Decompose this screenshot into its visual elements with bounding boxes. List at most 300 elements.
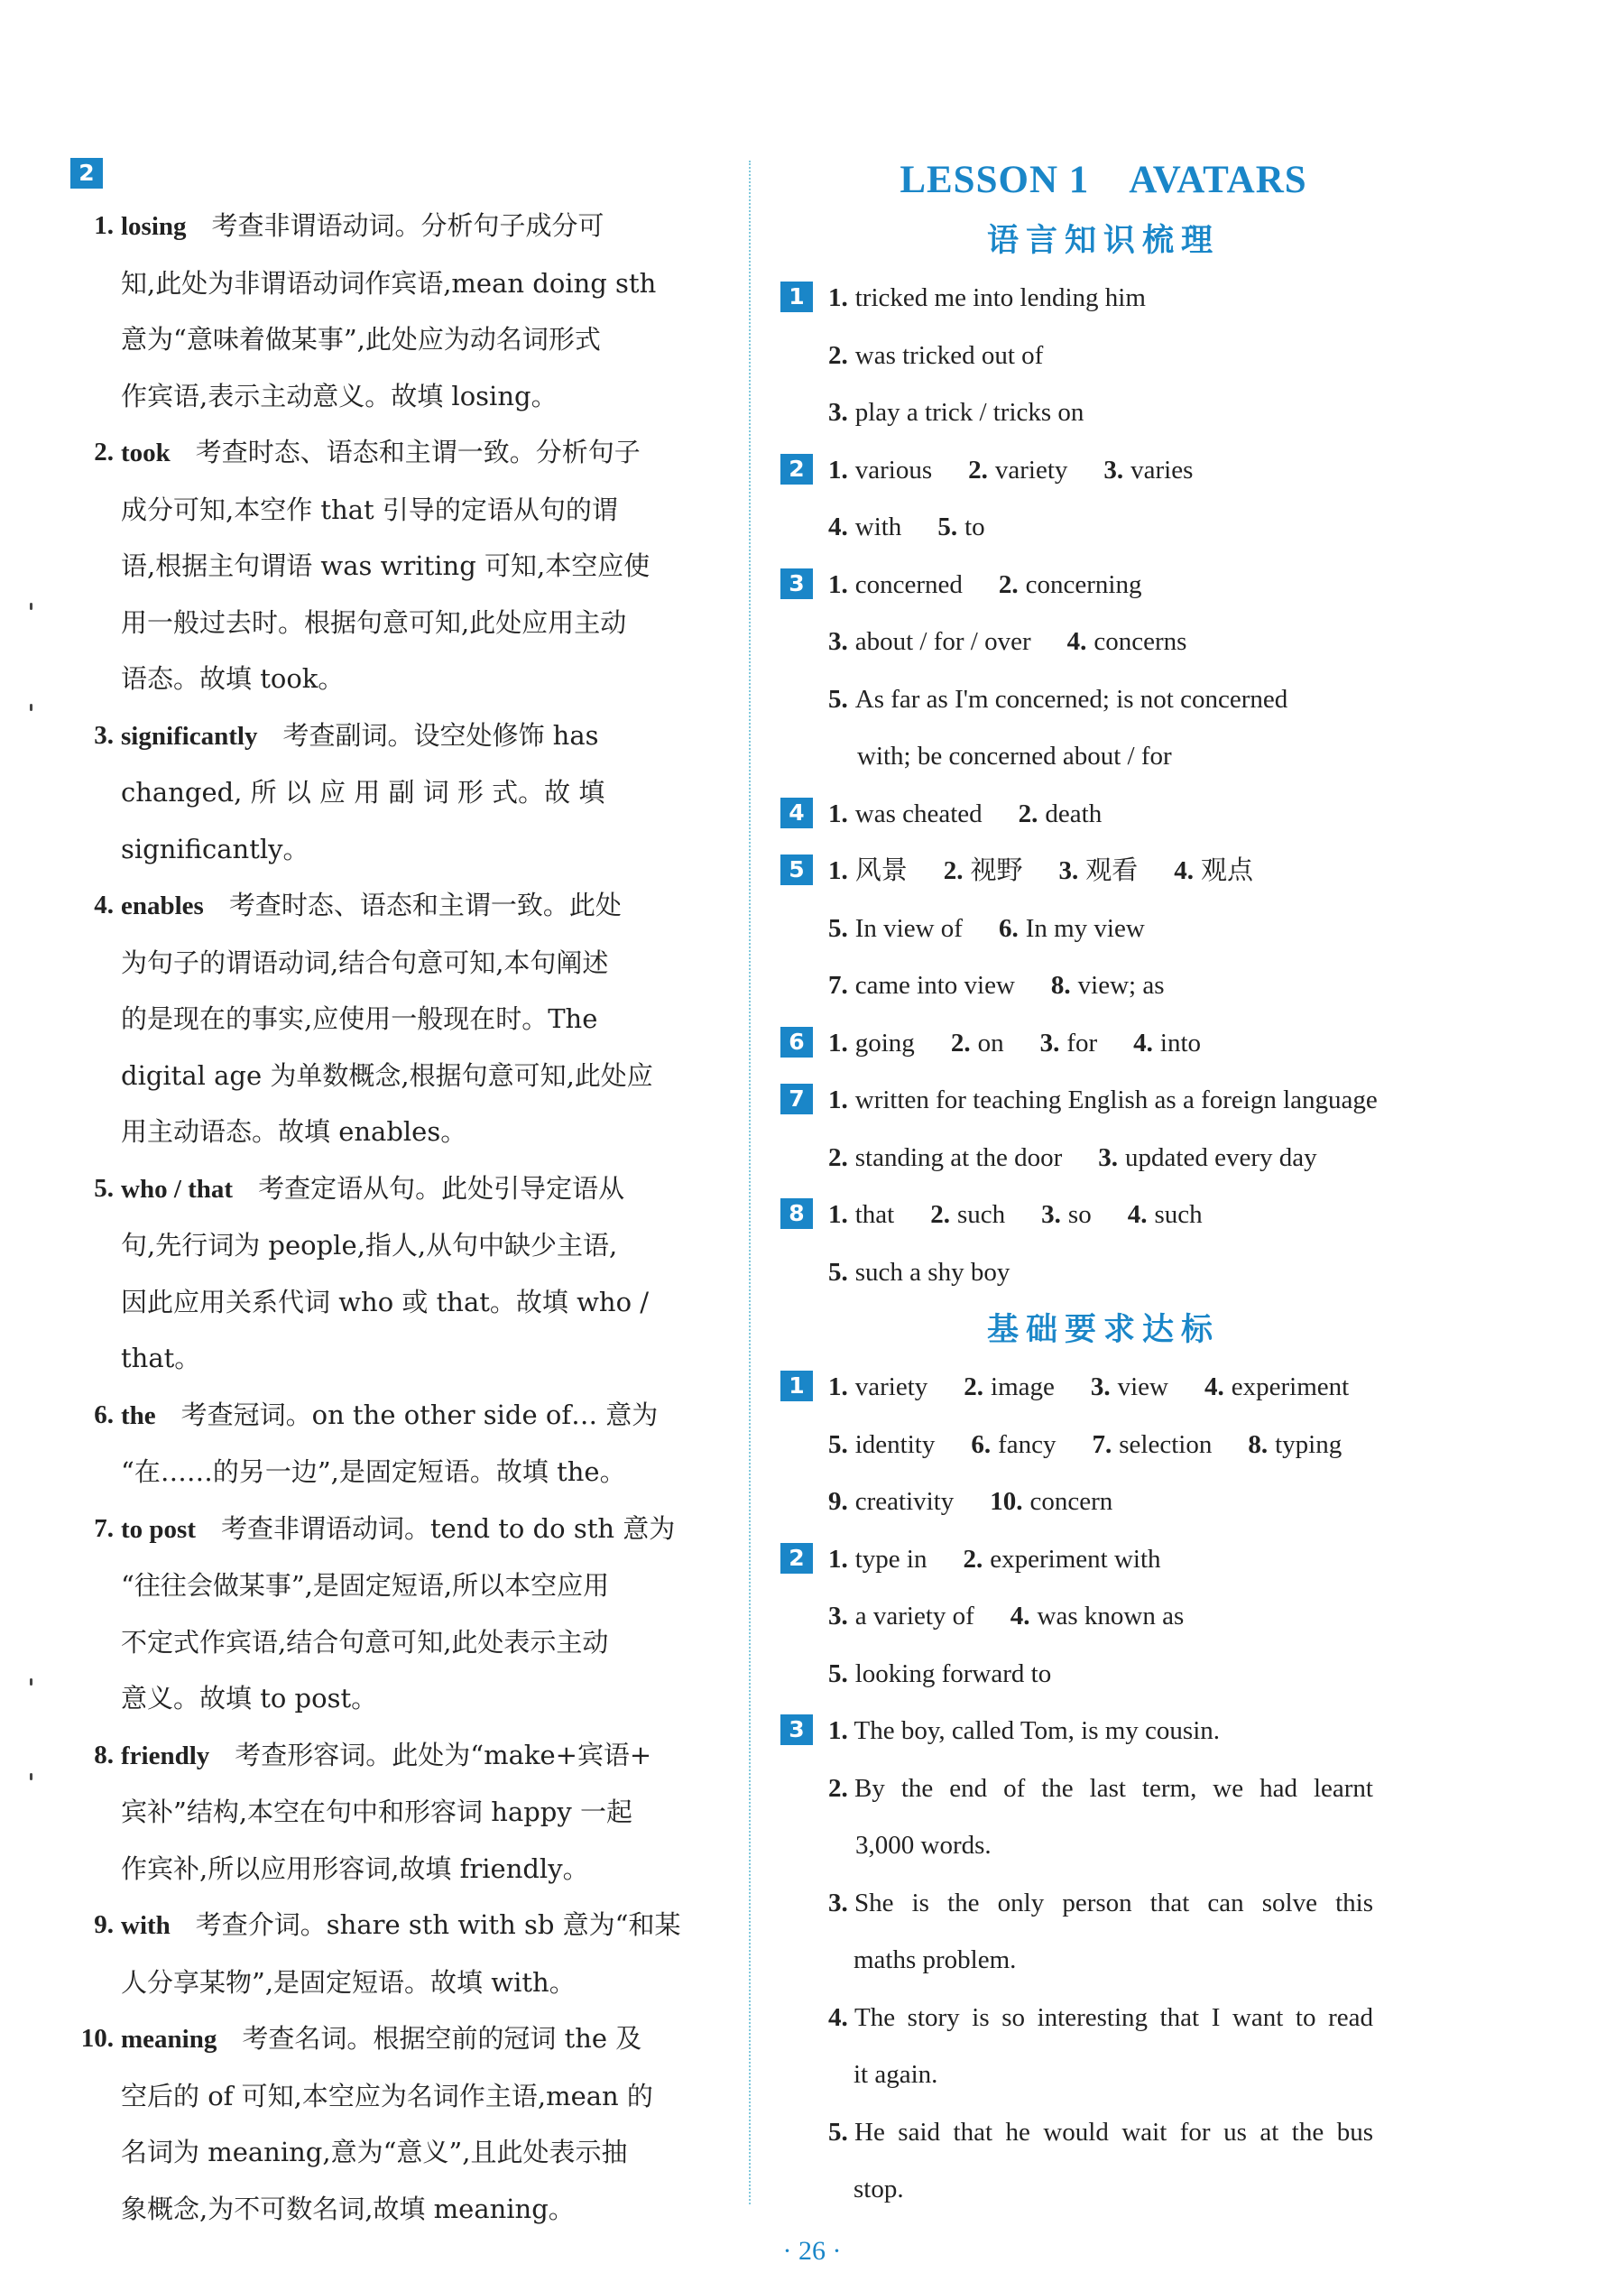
answer-item: [971, 1417, 1056, 1474]
item-number: 1.: [828, 856, 848, 885]
answer-item: [828, 1646, 1051, 1704]
item-number: 1.: [828, 1716, 848, 1745]
answer-word: the: [121, 1400, 156, 1430]
answer-line: [774, 786, 1433, 844]
explanation-line: [69, 821, 727, 878]
left-column: [69, 158, 727, 2237]
answer-line: [774, 1359, 1433, 1417]
item-number: 1.: [828, 283, 848, 312]
item-number: [69, 1048, 114, 1104]
explanation-segment: 名词为 meaning,意为“意义”,且此处表示抽: [121, 2137, 628, 2167]
item-number: [69, 764, 114, 821]
explanation-segment: 考查形容词。此处为“make+宾语+: [235, 1739, 652, 1770]
explanation-segment: 作宾补,所以应用形容词,故填 friendly。: [121, 1852, 589, 1884]
scan-mark: [30, 603, 32, 610]
answer-item: [828, 1417, 935, 1474]
lesson-number: LESSON 1: [900, 159, 1090, 201]
explanation-segment: 用一般过去时。根据句意可知,此处应用主动: [121, 606, 627, 638]
item-number: 2.: [930, 1200, 950, 1229]
item-number: 2.: [828, 340, 848, 370]
item-number: 4.: [1010, 1602, 1030, 1630]
explanation-text: [121, 2124, 707, 2181]
explanation-line: [69, 1444, 727, 1501]
answer-item: [968, 442, 1067, 500]
item-number: 1.: [828, 1085, 848, 1114]
answer-text: was known as: [1037, 1602, 1185, 1630]
answer-text: looking forward to: [854, 1658, 1052, 1688]
explanation-text: [121, 2181, 707, 2238]
item-number: 2.: [950, 1028, 971, 1058]
answer-item: [964, 1531, 1161, 1589]
explanation-line: [69, 538, 727, 595]
answer-line: [774, 843, 1433, 901]
item-number: [69, 2068, 114, 2125]
item-number: 4.: [94, 891, 114, 919]
group-badge: 5: [780, 855, 813, 885]
answer-line: [774, 499, 1433, 557]
item-number: 9.: [94, 1910, 114, 1939]
item-number: 3.: [828, 1888, 848, 1917]
group-badge: 2: [780, 454, 813, 485]
item-number: [69, 1330, 114, 1387]
explanation-line: [69, 1670, 727, 1727]
explanation-line: [69, 1727, 727, 1785]
scan-mark: [30, 1678, 32, 1686]
explanation-text: [121, 1727, 707, 1785]
explanation-line: [69, 2181, 727, 2238]
explanation-line: [69, 1614, 727, 1671]
group-badge: 8: [780, 1198, 813, 1229]
explanation-line: [69, 368, 727, 425]
answer-line: [774, 957, 1433, 1015]
explanation-line: [69, 651, 727, 707]
answer-word: meaning: [121, 2025, 217, 2054]
explanation-text: [121, 255, 707, 312]
answer-text: about / for / over: [854, 627, 1031, 656]
item-number: 3.: [1103, 455, 1124, 485]
answer-item: [999, 901, 1145, 958]
item-number: [69, 1274, 114, 1331]
item-number: [69, 1614, 114, 1671]
item-number: 2.: [828, 1142, 848, 1172]
answer-text: experiment: [1231, 1372, 1350, 1401]
answer-word: to post: [121, 1514, 196, 1544]
answer-item: [828, 1130, 1062, 1187]
answer-text: 3,000 words.: [855, 1831, 992, 1860]
item-number: 2.: [943, 856, 964, 885]
answer-text: various: [854, 455, 933, 485]
answer-group: [774, 270, 1433, 442]
item-number: [69, 991, 114, 1048]
answer-item: [1040, 1015, 1098, 1073]
answer-text: concerns: [1093, 627, 1187, 656]
answer-text: with: [854, 513, 902, 541]
answer-text: typing: [1275, 1429, 1343, 1459]
answer-text: was cheated: [854, 799, 983, 828]
explanation-line: [69, 311, 727, 368]
explanation-line: [69, 877, 727, 935]
explanation-segment: 考查非谓语动词。tend to do sth 意为: [220, 1512, 676, 1544]
item-number: 1.: [828, 1028, 848, 1058]
answer-line: [774, 614, 1433, 671]
answer-item: [828, 384, 1084, 442]
item-number: [69, 1217, 114, 1274]
explanation-text: [121, 1897, 707, 1954]
knowledge-answers: [774, 270, 1433, 1301]
explanation-line: [69, 764, 727, 821]
item-number: [69, 1784, 114, 1841]
explanation-line: [69, 424, 727, 482]
lesson-name: AVATARS: [1129, 159, 1307, 201]
answer-text: standing at the door: [854, 1142, 1063, 1172]
answer-item: [828, 328, 1043, 385]
item-number: [69, 1557, 114, 1614]
explanation-segment: 语,根据主句谓语 was writing 可知,本空应使: [121, 550, 651, 581]
answer-text: fancy: [998, 1429, 1057, 1459]
page-number: · 26 ·: [782, 2236, 842, 2266]
item-number: 2.: [828, 1773, 848, 1803]
answer-item: [1019, 786, 1103, 844]
explanation-segment: 因此应用关系代词 who 或 that。故填 who /: [121, 1286, 650, 1317]
answer-item: [1103, 442, 1193, 500]
explanation-line: [69, 1954, 727, 2011]
item-number: 1.: [828, 1372, 848, 1401]
explanation-line: [69, 2068, 727, 2125]
answer-text: type in: [854, 1544, 927, 1574]
explanation-segment: 考查时态、语态和主谓一致。此处: [228, 890, 622, 920]
group-badge: 4: [780, 798, 813, 828]
explanation-segment: 成分可知,本空作 that 引导的定语从句的谓: [121, 494, 618, 525]
answer-text: variety: [994, 455, 1068, 485]
group-badge: 3: [780, 1714, 813, 1745]
answer-line: [774, 384, 1433, 442]
group-badge: 2: [780, 1543, 813, 1574]
item-number: 3.: [828, 398, 848, 427]
answer-item: [1128, 1187, 1203, 1244]
answer-item: [828, 957, 1015, 1015]
item-number: 1.: [828, 1200, 848, 1229]
explanation-segment: 考查非谓语动词。分析句子成分可: [211, 210, 604, 241]
answer-text: going: [854, 1028, 915, 1058]
item-number: 5.: [828, 1658, 848, 1688]
answer-item: [1091, 1359, 1168, 1417]
explanation-line: [69, 1274, 727, 1331]
item-number: [69, 1841, 114, 1898]
explanation-line: [69, 595, 727, 651]
answer-text: experiment with: [990, 1544, 1161, 1574]
explanation-segment: 作宾语,表示主动意义。故填 losing。: [121, 380, 558, 411]
answer-text: that: [854, 1200, 895, 1229]
item-number: [69, 311, 114, 368]
explanation-segment: “在……的另一边”,是固定短语。故填 the。: [121, 1456, 626, 1487]
answer-group: [774, 1187, 1433, 1301]
explanation-segment: 宾补”结构,本空在句中和形容词 happy 一起: [121, 1797, 632, 1827]
item-number: 2.: [998, 569, 1019, 599]
answer-item: [828, 671, 1287, 729]
answer-line: [774, 1072, 1433, 1130]
answer-text: As far as I'm concerned; is not concerned: [854, 684, 1288, 714]
item-number: [69, 1104, 114, 1160]
answer-group: [774, 1072, 1433, 1187]
item-number: 7.: [828, 971, 848, 1000]
explanation-line: [69, 1160, 727, 1218]
item-number: 2.: [964, 1372, 984, 1401]
explanation-text: [121, 651, 707, 707]
answer-text: image: [991, 1372, 1055, 1401]
explanation-text: [121, 2010, 707, 2068]
answer-item: [828, 1015, 915, 1073]
item-number: 5.: [828, 913, 848, 943]
item-number: 1.: [828, 455, 848, 485]
explanation-text: [121, 1387, 707, 1445]
explanation-text: [121, 1217, 707, 1274]
answer-line: [774, 2046, 1433, 2104]
answer-line: [774, 1646, 1433, 1704]
answer-text: 观看: [1085, 856, 1139, 885]
item-number: 4.: [828, 2002, 848, 2032]
answer-text: concerned: [854, 569, 963, 599]
answer-text: The boy, called Tom, is my cousin.: [854, 1716, 1221, 1745]
explanation-line: [69, 482, 727, 539]
answer-item: [828, 1244, 1010, 1302]
explanation-text: [121, 482, 707, 539]
answer-text: By the end of the last term, we had learnt: [854, 1773, 1373, 1803]
answer-text: 风景: [854, 856, 908, 885]
explanation-segment: 考查名词。根据空前的冠词 the 及: [242, 2023, 642, 2054]
answer-item: [1093, 1417, 1213, 1474]
item-number: [69, 1954, 114, 2011]
group-badge: 1: [780, 282, 813, 312]
answer-item: [828, 1588, 974, 1646]
answer-line: [774, 901, 1433, 958]
item-number: [69, 538, 114, 595]
answer-text: tricked me into lending him: [854, 283, 1146, 312]
explanation-text: [121, 1954, 707, 2011]
explanation-text: [121, 1330, 707, 1387]
explanation-text: [121, 368, 707, 425]
explanation-segment: 知,此处为非谓语动词作宾语,mean doing sth: [121, 267, 657, 299]
answer-text: 观点: [1201, 856, 1254, 885]
answer-line: [774, 1244, 1433, 1302]
answer-line: [774, 328, 1433, 385]
answer-item: [1248, 1417, 1342, 1474]
answer-group: [774, 1703, 1433, 2219]
item-number: 4.: [1204, 1372, 1224, 1401]
item-number: 4.: [1174, 856, 1195, 885]
item-number: 4.: [1127, 1200, 1148, 1229]
explanation-segment: 象概念,为不可数名词,故填 meaning。: [121, 2193, 575, 2224]
answer-text: death: [1045, 799, 1103, 828]
explanation-text: [121, 1104, 707, 1160]
explanation-line: [69, 1784, 727, 1841]
item-number: 6.: [998, 913, 1019, 943]
explanation-segment: 考查副词。设空处修饰 has: [282, 719, 599, 751]
answer-word: who / that: [121, 1174, 234, 1204]
item-number: [69, 595, 114, 651]
answer-item: [1204, 1359, 1349, 1417]
answer-item: [828, 901, 963, 958]
item-number: 8.: [1248, 1429, 1269, 1459]
answer-text: In view of: [854, 913, 963, 943]
group-badge: 1: [780, 1371, 813, 1401]
explanation-text: [121, 538, 707, 595]
item-number: 4.: [1066, 627, 1087, 656]
explanation-line: [69, 707, 727, 765]
answer-item: [828, 843, 908, 901]
explanation-text: [121, 1557, 707, 1614]
item-number: 3.: [828, 627, 848, 656]
answer-item: [828, 1072, 1378, 1130]
item-number: 2.: [968, 455, 988, 485]
answer-text: was tricked out of: [854, 340, 1044, 370]
explanation-segment: 空后的 of 可知,本空应为名词作主语,mean 的: [121, 2080, 653, 2111]
answer-item: [828, 1473, 954, 1531]
answer-item: [828, 614, 1031, 671]
answer-line: [774, 1875, 1433, 1933]
item-number: [69, 2181, 114, 2238]
item-number: 4.: [828, 513, 848, 541]
item-number: 2.: [94, 438, 114, 467]
answer-line: [774, 1015, 1433, 1073]
answer-text: stop.: [854, 2175, 904, 2203]
answer-line: [774, 1473, 1433, 1531]
explanation-line: [69, 935, 727, 992]
item-number: [69, 1444, 114, 1501]
explanation-line: [69, 1048, 727, 1104]
item-number: [69, 1670, 114, 1727]
answer-text: with; be concerned about / for: [857, 742, 1172, 771]
explanation-text: [121, 1274, 707, 1331]
answer-line: [774, 1760, 1433, 1818]
group-badge: 6: [780, 1027, 813, 1058]
explanation-text: [121, 935, 707, 992]
answer-text: variety: [854, 1372, 928, 1401]
answer-text: came into view: [854, 971, 1015, 1000]
answer-line: [774, 728, 1433, 786]
answer-text: concerning: [1025, 569, 1142, 599]
column-divider: [749, 161, 751, 2204]
item-number: 10.: [80, 2024, 114, 2053]
explanation-segment: 意为“意味着做某事”,此处应为动名词形式: [121, 324, 601, 355]
answer-line: [774, 1531, 1433, 1589]
explanation-segment: 用主动语态。故填 enables。: [121, 1116, 467, 1147]
item-number: [69, 2124, 114, 2181]
explanation-segment: 人分享某物”,是固定短语。故填 with。: [121, 1966, 576, 1998]
basic-answers: [774, 1359, 1433, 1703]
explanation-segment: 的是现在的事实,应使用一般现在时。The: [121, 1003, 598, 1034]
item-number: 2.: [1018, 799, 1038, 828]
explanation-line: [69, 1841, 727, 1898]
answer-item: [951, 1015, 1004, 1073]
explanation-text: [121, 1048, 707, 1104]
lesson-title: [774, 158, 1433, 212]
answer-text: a variety of: [854, 1602, 974, 1630]
group-badge: 3: [780, 568, 813, 599]
answer-item: [937, 499, 984, 557]
explanation-text: [121, 1614, 707, 1671]
explanation-text: [121, 198, 707, 255]
item-number: 3.: [1041, 1200, 1061, 1229]
answer-text: into: [1159, 1028, 1202, 1058]
explanation-segment: digital age 为单数概念,根据句意可知,此处应: [121, 1059, 653, 1091]
explanation-segment: 考查时态、语态和主谓一致。分析句子: [195, 437, 641, 467]
explanation-segment: changed, 所 以 应 用 副 词 形 式。故 填: [121, 777, 605, 808]
explanation-text: [121, 821, 707, 878]
answer-item: [1133, 1015, 1201, 1073]
answer-text: to: [964, 513, 985, 541]
answer-group: [774, 843, 1433, 1015]
answer-text: varies: [1130, 455, 1194, 485]
answer-item: [1051, 957, 1165, 1015]
explanation-segment: 考查介词。share sth with sb 意为“和某: [195, 1909, 681, 1940]
item-number: 10.: [990, 1487, 1023, 1516]
answer-item: [944, 843, 1023, 901]
explanation-line: [69, 255, 727, 312]
answer-line: [774, 1990, 1433, 2047]
item-number: 7.: [1092, 1429, 1112, 1459]
answer-line: [774, 2104, 1433, 2162]
item-number: 9.: [828, 1487, 848, 1516]
answer-item: [964, 1359, 1055, 1417]
answer-text: play a trick / tricks on: [854, 398, 1084, 427]
item-number: [69, 651, 114, 707]
answer-text: for: [1066, 1028, 1098, 1058]
answer-item: [1098, 1130, 1316, 1187]
item-number: [69, 255, 114, 312]
answer-line: [774, 1130, 1433, 1187]
answer-text: on: [977, 1028, 1004, 1058]
item-number: 3.: [1098, 1142, 1119, 1172]
item-number: 5.: [937, 513, 958, 541]
explanation-line: [69, 2010, 727, 2068]
answer-text: written for teaching English as a foreign language: [854, 1085, 1378, 1114]
explanation-list: [69, 198, 727, 2237]
explanation-line: [69, 2124, 727, 2181]
explanation-text: [121, 311, 707, 368]
explanation-text: [121, 877, 707, 935]
answer-line: [774, 1703, 1433, 1760]
explanation-line: [69, 1387, 727, 1445]
answer-word: losing: [121, 212, 187, 241]
answer-line: [774, 1932, 1433, 1990]
item-number: 8.: [1050, 971, 1071, 1000]
group-badge: 7: [780, 1084, 813, 1114]
item-number: 1.: [94, 211, 114, 240]
item-number: 2.: [963, 1544, 983, 1574]
answer-line: [774, 1817, 1433, 1875]
answer-text: The story is so interesting that I want to read: [854, 2002, 1373, 2032]
item-number: 1.: [828, 1544, 848, 1574]
explanation-line: [69, 1557, 727, 1614]
answer-text: identity: [854, 1429, 936, 1459]
answer-text: so: [1067, 1200, 1092, 1229]
explanation-text: [121, 707, 707, 765]
answer-item: [1041, 1187, 1092, 1244]
explanation-line: [69, 991, 727, 1048]
section-title-knowledge: 语言知识梳理: [986, 223, 1220, 259]
answer-word: significantly: [121, 721, 258, 751]
answer-text: In my view: [1025, 913, 1145, 943]
answer-word: with: [121, 1911, 171, 1940]
answer-line: [774, 270, 1433, 328]
item-number: 3.: [1058, 856, 1079, 885]
explanation-text: [121, 595, 707, 651]
answer-group: [774, 442, 1433, 557]
explanation-text: [121, 1501, 707, 1558]
answer-text: view; as: [1077, 971, 1165, 1000]
explanation-text: [121, 2068, 707, 2125]
answer-item: [828, 1531, 927, 1589]
